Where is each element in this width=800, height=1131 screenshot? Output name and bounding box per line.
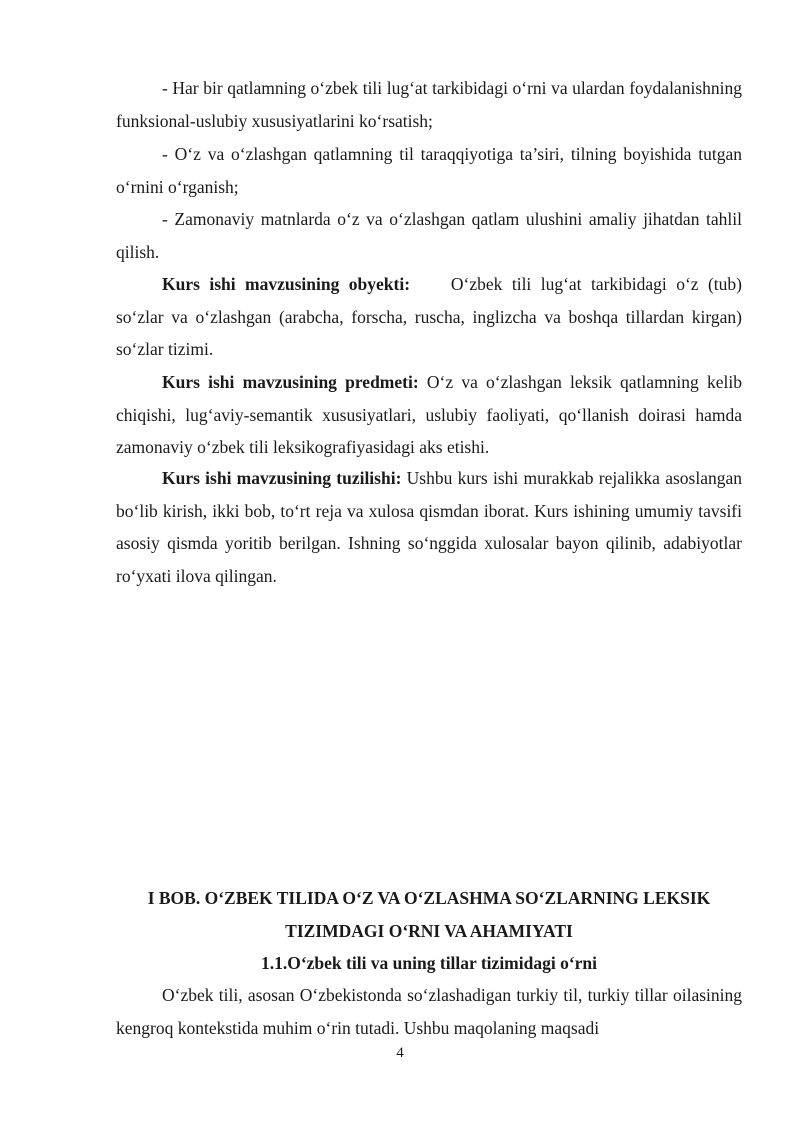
structure-label: Kurs ishi mavzusining tuzilishi: [162, 468, 402, 488]
subject-label: Kurs ishi mavzusining predmeti: [162, 372, 419, 392]
chapter-title-line-1: I BOB. O‘ZBEK TILIDA O‘Z VA O‘ZLASHMA SO‘ZLARNING LEKSIK [147, 888, 711, 908]
subject-text: O‘z va o‘zlashgan leksik qatlamning kelib chiqishi, lug‘aviy-semantik xususiyatlari, uslubiy faoliyati, qo‘llanish doirasi hamda zamonaviy o‘zbek tili leksikografiyasidagi aks etishi. [116, 372, 742, 457]
paragraph-intro: O‘zbek tili, asosan O‘zbekistonda so‘zlashadigan turkiy til, turkiy tillar oilasining kengroq kontekstida muhim o‘rin tutadi. Ushbu maqolaning maqsadi [116, 985, 742, 1038]
object-label: Kurs ishi mavzusining obyekti: [162, 274, 411, 294]
paragraph-object [116, 268, 742, 366]
object-text: O‘zbek tili lug‘at tarkibidagi o‘z (tub) so‘zlar va o‘zlashgan (arabcha, forscha, ruscha, inglizcha va boshqa tillardan kirgan) so‘zlar tizimi. [116, 274, 742, 359]
paragraph-task-3: - Zamonaviy matnlarda o‘z va o‘zlashgan qatlam ulushini amaliy jihatdan tahlil qilish. [116, 209, 742, 262]
chapter-title-line-2: TIZIMDAGI O‘RNI VA AHAMIYATI [285, 921, 573, 941]
paragraph-task-1: - Har bir qatlamning o‘zbek tili lug‘at tarkibidagi o‘rni va ulardan foydalanishning funksional-uslubiy xususiyatlarini ko‘rsatish; [116, 78, 742, 131]
paragraph-structure [116, 462, 742, 592]
structure-text: Ushbu kurs ishi murakkab rejalikka asoslangan bo‘lib kirish, ikki bob, to‘rt reja va xulosa qismdan iborat. Kurs ishining umumiy tavsifi asosiy qismda yoritib berilgan. Ishning so‘nggida xulosalar bayon qilinib, adabiyotlar ro‘yxati ilova qilingan. [116, 468, 742, 586]
paragraph-subject [116, 366, 742, 464]
section-title: 1.1.O‘zbek tili va uning tillar tizimidagi o‘rni [260, 953, 598, 973]
page-number: 4 [396, 1045, 404, 1061]
paragraph-task-2: - O‘z va o‘zlashgan qatlamning til taraqqiyotiga ta’siri, tilning boyishida tutgan o‘rnini o‘rganish; [116, 144, 742, 197]
